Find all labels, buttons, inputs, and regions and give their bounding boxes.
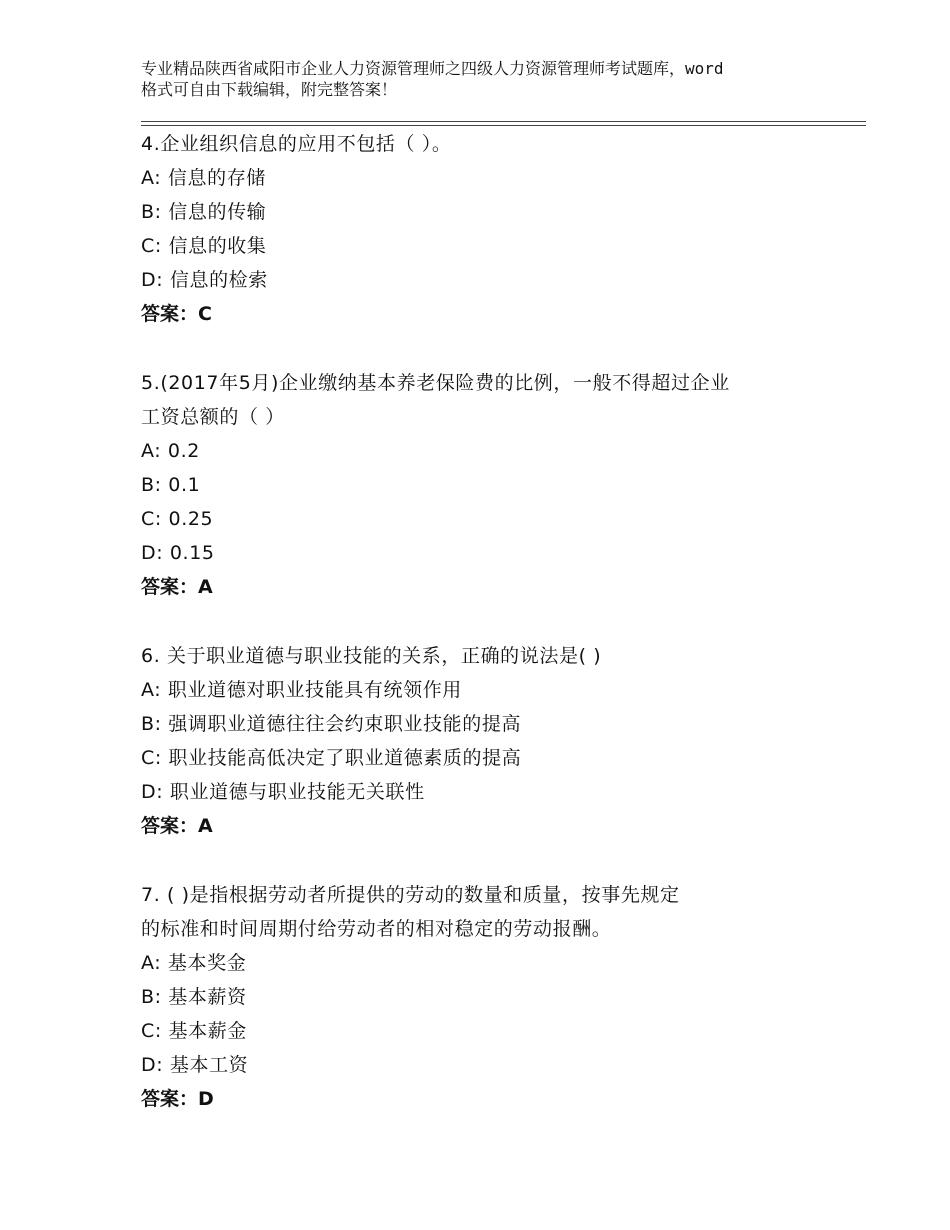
- option-b: B: 基本薪资: [141, 986, 247, 1008]
- option-d: D: 职业道德与职业技能无关联性: [141, 781, 425, 803]
- answer: 答案：A: [141, 815, 213, 837]
- answer: 答案：A: [141, 576, 213, 598]
- question-stem-cont: 的标准和时间周期付给劳动者的相对稳定的劳动报酬。: [141, 918, 612, 940]
- option-a: A: 基本奖金: [141, 952, 247, 974]
- header-divider-top: [141, 121, 866, 122]
- question-4: [141, 127, 821, 331]
- answer: 答案：D: [141, 1088, 214, 1110]
- question-7: [141, 878, 821, 1116]
- option-d: D: 信息的检索: [141, 269, 268, 291]
- header-line-1: 专业精品陕西省咸阳市企业人力资源管理师之四级人力资源管理师考试题库，word: [141, 59, 724, 78]
- answer: 答案：C: [141, 303, 212, 325]
- question-stem: 7. ( )是指根据劳动者所提供的劳动的数量和质量，按事先规定: [141, 884, 680, 906]
- question-6: [141, 639, 821, 843]
- question-stem: 5.(2017年5月)企业缴纳基本养老保险费的比例，一般不得超过企业: [141, 372, 730, 394]
- question-5: [141, 366, 821, 604]
- option-b: B: 强调职业道德往往会约束职业技能的提高: [141, 713, 522, 735]
- option-b: B: 0.1: [141, 474, 201, 496]
- option-b: B: 信息的传输: [141, 201, 267, 223]
- option-c: C: 信息的收集: [141, 235, 267, 257]
- question-stem-cont: 工资总额的（ ）: [141, 406, 285, 428]
- option-a: A: 0.2: [141, 440, 200, 462]
- header-divider-bottom: [141, 125, 866, 126]
- option-d: D: 基本工资: [141, 1054, 249, 1076]
- option-a: A: 职业道德对职业技能具有统领作用: [141, 679, 462, 701]
- option-c: C: 0.25: [141, 508, 214, 530]
- option-c: C: 基本薪金: [141, 1020, 247, 1042]
- option-d: D: 0.15: [141, 542, 215, 564]
- question-stem: 4.企业组织信息的应用不包括（ ）。: [141, 133, 452, 155]
- question-stem: 6. 关于职业道德与职业技能的关系，正确的说法是( ): [141, 645, 602, 667]
- option-a: A: 信息的存储: [141, 167, 266, 189]
- document-header: [141, 58, 831, 100]
- header-line-2: 格式可自由下载编辑，附完整答案！: [141, 80, 398, 99]
- option-c: C: 职业技能高低决定了职业道德素质的提高: [141, 747, 522, 769]
